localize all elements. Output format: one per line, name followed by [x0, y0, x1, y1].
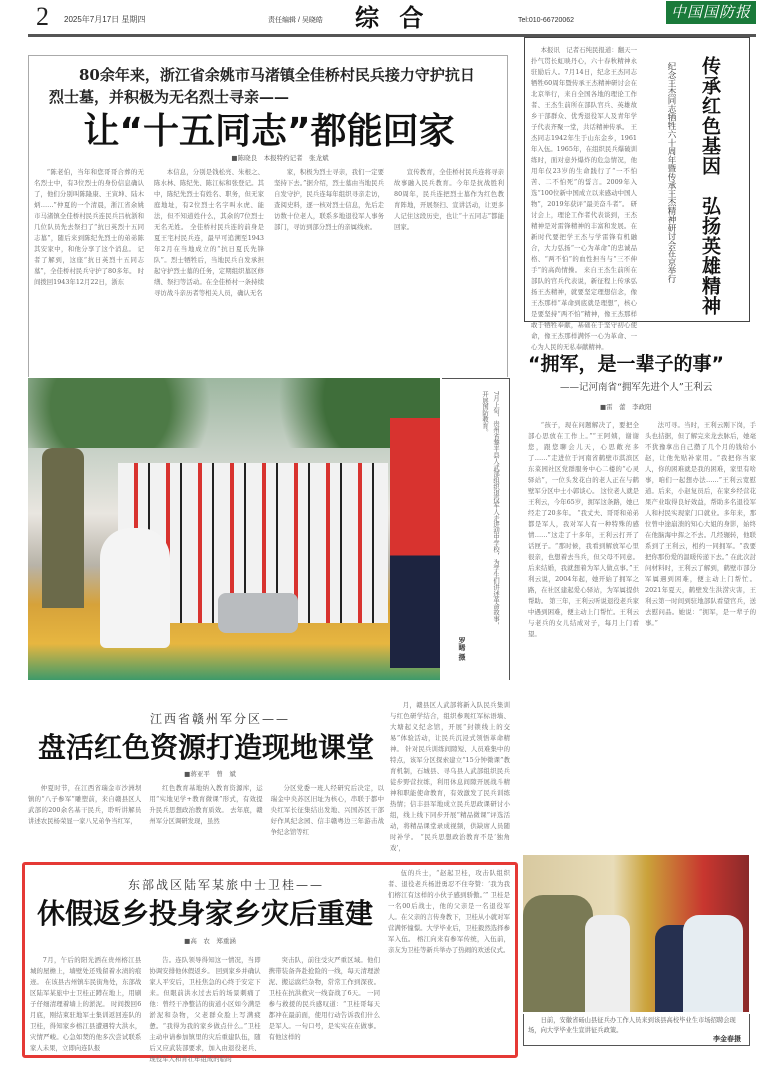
article-body	[34, 167, 504, 375]
weigui-kicker: 东部战区陆军某旅中士卫桂——	[128, 878, 325, 892]
text-column: 宣传教育，全佳桥村民兵连将寻亲故事融入民兵教育。今年是抗战胜利80周年，民兵连把烈士墓作为红色教育阵地，开展祭扫、宣讲活动，让更多人记住这段历史，也让“十五同志”都能回家。	[394, 168, 504, 231]
recruitment-fair-photo	[523, 855, 749, 1012]
ganzhou-byline: ■蒋亚平 曾 斌	[184, 770, 236, 778]
student-red-jacket	[390, 418, 440, 668]
issue-date: 2025年7月17日 星期四	[64, 15, 146, 24]
article-kicker: 80余年来，浙江省余姚市马渚镇全佳桥村民兵接力守护抗日烈士墓，并积极为无名烈士寻亲——	[49, 66, 475, 106]
text-column: 仲夏时节，在江西省瑞金市沙洲坝镇的“八子参军”雕塑前，来自赣县区人武部的200余名基干民兵，聆听讲解员讲述农民杨荣显一家八兄弟争当红军，	[28, 784, 142, 825]
army-support-headline: “拥军，是一辈子的事”	[528, 353, 724, 375]
conference-title: 传承红色基因 弘扬英雄精神	[699, 56, 721, 316]
page-number: 2	[36, 2, 49, 31]
photo2-credit: 李金春摄	[713, 1034, 741, 1043]
article-byline: ■陈晓良 本报特约记者 张龙斌	[231, 154, 329, 162]
weigui-headline: 休假返乡投身家乡灾后重建	[36, 897, 373, 930]
text-column: 突击队，前往受灾严重区域。他们携带装备奔赴抢险的一线，每天清理淤泥、搬运腐烂杂物，常常工作到深夜。卫桂在抗洪救灾一线奋战了6天。 一同参与救援的民兵感叹道：“卫桂哥每天都冲在最前面，使用行动告诉我们什么是军人。一句口号，是实实在在做事。有他这样的	[268, 956, 380, 1041]
text-column: 7月，午后的阳光洒在贵州榕江县城的屋檐上，墙壁处还残留着水渍的痕迹。 在该县古州镇车民街角处，东部战区陆军某旅中士卫桂正蹲在地上，用刷子仔细清理着墙上的淤泥。 时间拨回6月底，刚结束驻地军士集训返回连队的卫桂，得知家乡榕江县遭遇特大洪水，灾情严峻。心急如焚的他多次尝试联系家人未果，立即向连队报	[30, 956, 142, 1052]
ganzhou-body-right: 月，赣县区人武部将新入队民兵集训与红色研学结合，组织参观红军标语墙、大塘起义纪念馆，开展“封锁线上的交易”体验活动，让民兵沉浸式领悟革命精神。 针对民兵训练间隙短、人员难集中的特点，该军分区探索建立“15分钟微课”教育机制，石城县、寻乌县人武部组织民兵徒步野营拉练，利用休息间隙开展战斗精神和职能使命教育，有效激发了民兵训练热情；信丰县军地成立民兵思政课研讨小组，线上线下同步开展“精品微课”评选活动，将精品课堂录成视频，供缺席人员随时补学。 “民兵思想政治教育不是‘独角戏’，	[390, 701, 510, 852]
trees	[28, 378, 440, 448]
photo1-credit: 罗晞 摄	[458, 637, 467, 661]
logo-text: 中国国防报	[670, 3, 751, 21]
conference-subtitle: 纪念王杰同志牺牲六十周年暨传承王杰精神研讨会在京举行	[666, 62, 676, 283]
section-title: 综 合	[355, 4, 430, 32]
students-robot-dog-photo	[28, 378, 440, 680]
ganzhou-kicker: 江西省赣州军分区——	[150, 712, 291, 726]
telephone: Tel:010-66720062	[518, 17, 575, 24]
student-light-shirt	[683, 915, 743, 1012]
article-headline: 让“十五同志”都能回家	[83, 111, 455, 152]
text-column: 本信息，分别是钱松亮、朱根之、陈水林、陈纪先、陈江标和张登记。其中，陈纪先烈士有姓名、职务，但无家庭地址，有2位烈士名字叫水虎、能法，但不知道姓什么，其余的7位烈士无名无姓。 全佳桥村民兵连的前身是夏王宅村民兵连，最早可追溯至1943年2月在当地成立的“抗日夏氏先锋队”。烈士牺牲后，当地民兵自发承担起守护烈士墓的任务，定期组织墓区修缮、祭扫等活动。在全佳桥村一条持续寻访战斗亲历者等相关人员，确认无名	[154, 168, 264, 297]
editor: 责任编辑 / 吴晓皓	[268, 17, 323, 24]
weigui-byline: ■高 农 郑重涵	[184, 937, 236, 945]
ganzhou-headline: 盘活红色资源打造现地课堂	[37, 731, 374, 764]
student-white-shirt	[585, 915, 630, 1012]
child-kneeling	[100, 528, 170, 648]
weigui-body-right: 伍的兵士，“赵起卫桂，攻击队组织者、退役老兵杨进勇忍不住夸赞：‘我为我们榕江有这样的小伙子感到骄傲。’” 卫桂是一名00后战士，他的父亲是一名退役军人。在父亲的言传身教下，卫桂从小就对军营满怀憧憬。大学毕业后，卫桂毅然选择参军入伍。 榕江向来有参军传统，入伍前，亲友为卫桂等新兵举办了热闹的欢送仪式。	[388, 869, 510, 954]
ganzhou-body	[28, 783, 384, 853]
soldier	[42, 448, 84, 608]
text-column: 红色教育基地纳入教育资源库，运用“实地见学+教育微课”形式，有效提升民兵思想政治教育质效。 去年底，赣州军分区调研发现，虽然	[149, 784, 263, 825]
photo1-caption-box	[442, 378, 510, 680]
text-column: “孩子，现在问题解决了，要把全部心思放在工作上。”“王阿姨，谢谢您，跟您聊会儿天，心思敞亮多了……”走进位于河南省鹤壁市淇滨区东菜园社区党群服务中心二楼的“心灵驿站”，一位头发花白的老人正在与鹤壁军分区中士小郭谈心。 这位老人就是王利云，今年65岁，拥军这条路，她已经走了20多年。 “我丈夫、哥哥和弟弟都是军人，我对军人有一种特殊的感情……”这走了十多年，王利云打开了话匣子。“那时候，我看到解放军心里很亲，也想着去当兵，但父母不同意。后来结婚，我就想着为军人做点事。”王利云说，2004年起，她开始了拥军之路，在社区建起爱心驿站，为军属提供帮助。 第三年，王利云听说退役老兵家中遇到困难，便主动上门帮忙。王利云与老兵的女儿结成对子，每月上门看望。	[528, 421, 639, 638]
text-column: 法可寻。当时，王利云刚下岗，手头也拮据，但了解完来龙去脉后，她毫不犹豫拿出自己攒了几个月的钱给小赵，让他先贴补家用。“我把你当家人，你的困难就是我的困难，家里有啥事，咱们一起想办法……”王利云宽慰道。后来，小赵复员后，在家乡经营花果产业取得良好效益，帮助多名退役军人和村民实现家门口就业。多年来，那位曾中途崩溃的知心大姐的身影，始终在他脑海中挥之不去。几经辗转，他联系到了王利云，相约一同拥军。“我要把你那份爱的温暖传递下去。” 在此次討问材料时，王利云了解到，鹤壁市部分军属遇到困难，便主动上门帮忙。2021年夏天，鹤壁发生洪涝灾害，王利云第一时间到驻地部队看望官兵，送去慰问品。她说：“拥军，是一辈子的事。”	[645, 421, 756, 627]
robot-dog	[218, 593, 298, 633]
weigui-body	[30, 955, 380, 1063]
army-support-byline: ■雷 蕾 李政阳	[600, 403, 652, 411]
photo2-caption-box	[523, 1014, 750, 1046]
text-column: “陈老伯，当年和您哥哥合葬的无名烈士中，有3位烈士的身份信息确认了，他们分别叫陈隆康、王寅坤、陆木炳……”仲夏的一个清晨，浙江省余姚市马渚镇全佳桥村民兵连民兵吕杭浙和几位队员先去祭扫了“抗日英烈十五同志墓”，随后来到陈纪先烈士的弟弟陈其安家中，和他分享了这个消息。 记者了解到，这座“抗日英烈十五同志墓”，全佳桥村民兵守护了80多年。 时间拨回1943年12月22日，浙东	[34, 168, 144, 286]
army-support-body	[528, 420, 756, 840]
photo1-caption: 7月上旬，贵州省黎平县人武部组织退役军人走进初中学校，为学生们讲述革命故事，开展国防教育。	[481, 391, 499, 629]
text-column: 告。连队领导得知这一情况，当即协调安排他休假返乡。 回到家乡并确认家人平安后，卫桂焦急的心终于安定下来。但眼前洪水过去后的场景刺痛了他：曾经干净整洁的街道小区如今满是淤泥和杂物，父老群众脸上写满疲惫。“我得为我的家乡做点什么。”卫桂主动申请参加镇里的灾后重建队伍，随后又应武装部要求，加入由退役老兵、现役军人和青壮年组成的临时	[149, 956, 261, 1063]
soldier-camouflage	[523, 895, 593, 1012]
photo2-caption: 日前，安徽省砀山县征兵办工作人员来到该县高校毕业生市场招聘会现场，向大学毕业生宣讲征兵政策。	[528, 1017, 736, 1034]
conference-news-box	[524, 37, 750, 351]
army-support-subtitle: ——记河南省“拥军先进个人”王利云	[560, 382, 713, 393]
text-column: 分区党委一班人经研究后决定，以瑞金中央苏区旧址为核心，串联于都中央红军长征集结出发地、兴国苏区干部好作风纪念园、信丰赣粤边三年游击战争纪念馆等红	[270, 784, 384, 836]
conference-body: 本报讯 记者石纯民报道：翻天一扑气贯长虹映丹心，六十春秋精神永驻励后人。7月14日，纪念王杰同志牺牲60周年暨传承王杰精神研讨会在北京举行，来自全国各地的理论工作者、王杰生前所在部队官兵、英雄故乡干部群众、优秀退役军人及青年学子代表齐聚一堂，共话精神传承。 王杰同志1942年生于山东金乡，1961年入伍。1965年，在组织民兵爆破训练时，面对意外爆炸的危急情况，他用年仅23岁的生命践行了“一不怕苦、二不怕死”的誓言。2009年入选“100位新中国成立以来感动中国人物”，2019年获评“最美奋斗者”。 研讨会上，理论工作者代表谈到，王杰精神是对雷锋精神的丰富和发展。在新时代要把学王杰与学雷锋有机融合，大力弘扬“一心为革命”的忠诚品格、“两不怕”的血性担当与“三不伸手”的高尚情操。 来自王杰生前所在部队的官兵代表说，新征程上传承弘扬王杰精神，就要坚定理想信念，像王杰那样“革命到底就是理想”，核心是要坚持“两不怕”精神，像王杰那样敢于牺牲奉献，基础在于坚守初心使命，像王杰那样满怀一心为革命、一心为人民的无私奉献精神。	[531, 46, 637, 351]
text-column: 家，积极为烈士寻亲，我们一定要坚持下去。”据介绍，烈士墓由当地民兵自发守护，民兵连每年组织寻亲走访，查阅史料，逐一核对烈士信息，先后走访数十位老人，联系多地退役军人事务部门，寻访到部分烈士的亲属线索。	[274, 168, 384, 231]
newspaper-logo	[666, 1, 756, 24]
